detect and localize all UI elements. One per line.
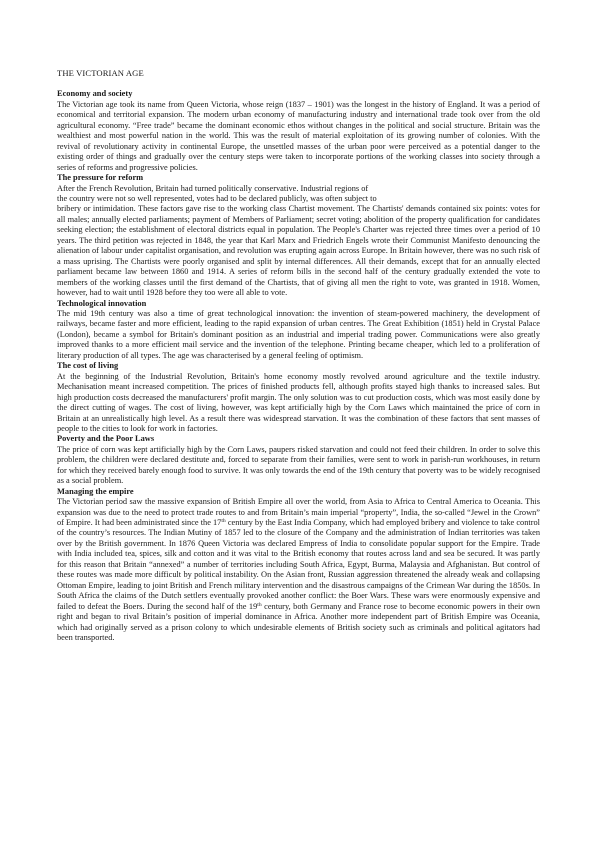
paragraph-line: the country were not so well represented, votes had to be declared publicly, was often subject to (57, 193, 377, 203)
section-paragraph: The mid 19th century was also a time of great technological innovation: the invention of steam-powered machinery, the development of railways, became faster and more efficient, leading to the rapid expansion of urban centres. The Great Exhibition (1851) held in Crystal Palace (London), became a symbol for Britain's dominant position as an industrial and imperial trading power. Communications were also greatly improved thanks to a more efficient mail service and the invention of the telephone. Printing became cheaper, which led to a proliferation of literary production of all types. The age was characterised by a general feeling of optimism. (57, 308, 540, 360)
section-paragraph: The price of corn was kept artificially high by the Corn Laws, paupers risked starvation and could not feed their children. In order to solve this problem, the children were declared destitute and, forced to separate from their families, were sent to work in parish-run workhouses, in return for which they received barely enough food to survive. It was only towards the end of the 19th century that poverty was to be widely recognised as a social problem. (57, 444, 540, 486)
section-technological-innovation (57, 299, 540, 362)
section-heading: The cost of living (57, 361, 119, 371)
section-economy-and-society (57, 89, 540, 173)
section-paragraph: The Victorian age took its name from Queen Victoria, whose reign (1837 – 1901) was the longest in the history of England. It was a period of economical and territorial expansion. The modern urban economy of manufacturing industry and international trade took over from the old agricultural economy. “Free trade” became the dominant economic ethos without changes in the political and social structure. Britain was the wealthiest and most powerful nation in the world. This was the result of material exploitation of its growing number of colonies. With the revival of revolutionary activity in continental Europe, the unsettled masses of the urban poor were perceived as a potential danger to the existing order of things and gradually over the century steps were taken to incorporate portions of the working classes into society through a series of reforms and progressive policies. (57, 99, 540, 172)
paragraph-text: century by the East India Company, which had employed bribery and violence to take control of the country’s resources. The Indian Mutiny of 1857 led to the closure of the Company and the administration of Indian territories was taken over by the British government. In 1876 Queen Victoria was declared Empress of India to consolidate popular support for the Empire. Trade with India included tea, spices, silk and cotton and it was vital to the British economy that routes across land and sea be secured. It was partly for this reason that Britain “annexed” a number of territories including South Africa, Egypt, Burma, Malaysia and Afghanistan. But control of these routes was made more difficult by political instability. On the Asian front, Russian aggression threatened the already weak and collapsing Ottoman Empire, leading to joint British and French military intervention and the disastrous campaigns of the Crimean War during the 1850s. In South Africa the claims of the Dutch settlers eventually provoked another conflict: the Boer Wars. These wars were enormously expensive and failed to defeat the Boers. During the second half of the 19 (57, 518, 540, 611)
section-managing-the-empire (57, 487, 540, 644)
section-heading: Poverty and the Poor Laws (57, 434, 155, 444)
ordinal-superscript: th (221, 518, 226, 525)
section-paragraph (57, 497, 540, 643)
document-title: THE VICTORIAN AGE (57, 68, 144, 78)
paragraph-text: The Victorian period saw the massive expansion of British Empire all over the world, from Asia to Africa to Central America to Oceania. This expansion was due to the need to protect trade routes to and from Britain’s main imperial “property”, India, the so-called “Jewel in the Crown” of Empire. It had been administrated since the 17 (57, 497, 540, 528)
paragraph-line: After the French Revolution, Britain had turned politically conservative. Industrial regions of (57, 183, 369, 193)
section-heading: Managing the empire (57, 486, 134, 496)
section-heading: Technological innovation (57, 298, 147, 308)
section-heading: Economy and society (57, 89, 133, 99)
section-cost-of-living (57, 361, 540, 434)
ordinal-superscript: th (257, 601, 262, 608)
section-pressure-for-reform (57, 173, 540, 298)
section-heading: The pressure for reform (57, 173, 144, 183)
section-paragraph: At the beginning of the Industrial Revolution, Britain's home economy mostly revolved around agriculture and the textile industry. Mechanisation meant increased competition. The prices of finished products fell, although profits stayed high thanks to increased sales. But high production costs decreased the manufacturers' profit margin. The only solution was to cut production costs, which was most easily done by the direct cutting of wages. The cost of living, however, was kept artificially high by the Corn Laws which maintained the price of corn in Britain at an unrealistically high level. As a result there was widespread starvation. It was the combination of these factors that sent masses of people to the cities to look for work in factories. (57, 371, 540, 433)
document-page (57, 68, 540, 643)
section-paragraph: bribery or intimidation. These factors gave rise to the working class Chartist movement. The Chartists' demands contained six points: votes for all males; annually elected parliaments; payment of Members of Parliament; secret voting; abolition of the property qualification for candidates seeking election; the establishment of electoral districts equal in population. The People's Charter was rejected three times over a period of 10 years. The third petition was rejected in 1848, the year that Karl Marx and Friedrich Engels wrote their Communist Manifesto denouncing the alienation of labour under capitalist organisation, and revolution was erupting again across Europe. In Britain however, there was no such risk of a mass uprising. The Chartists were poorly organised and split by internal differences. All their demands, except that for an annually elected parliament became law between 1860 and 1914. A series of reform bills in the second half of the century gradually extended the vote to members of the working classes until the first demand of the Chartists, that of giving all men the right to vote, was granted in 1918. Women, however, had to wait until 1928 before they too were all able to vote. (57, 204, 540, 298)
section-poverty-and-poor-laws (57, 434, 540, 486)
paragraph-text: century, both Germany and France rose to become economic powers in their own right and began to rival Britain’s position of imperial dominance in Africa. Another more independent part of British Empire was Oceania, which had originally served as a prison colony to which undesirable elements of British society such as criminals and political agitators had been transported. (57, 601, 540, 643)
